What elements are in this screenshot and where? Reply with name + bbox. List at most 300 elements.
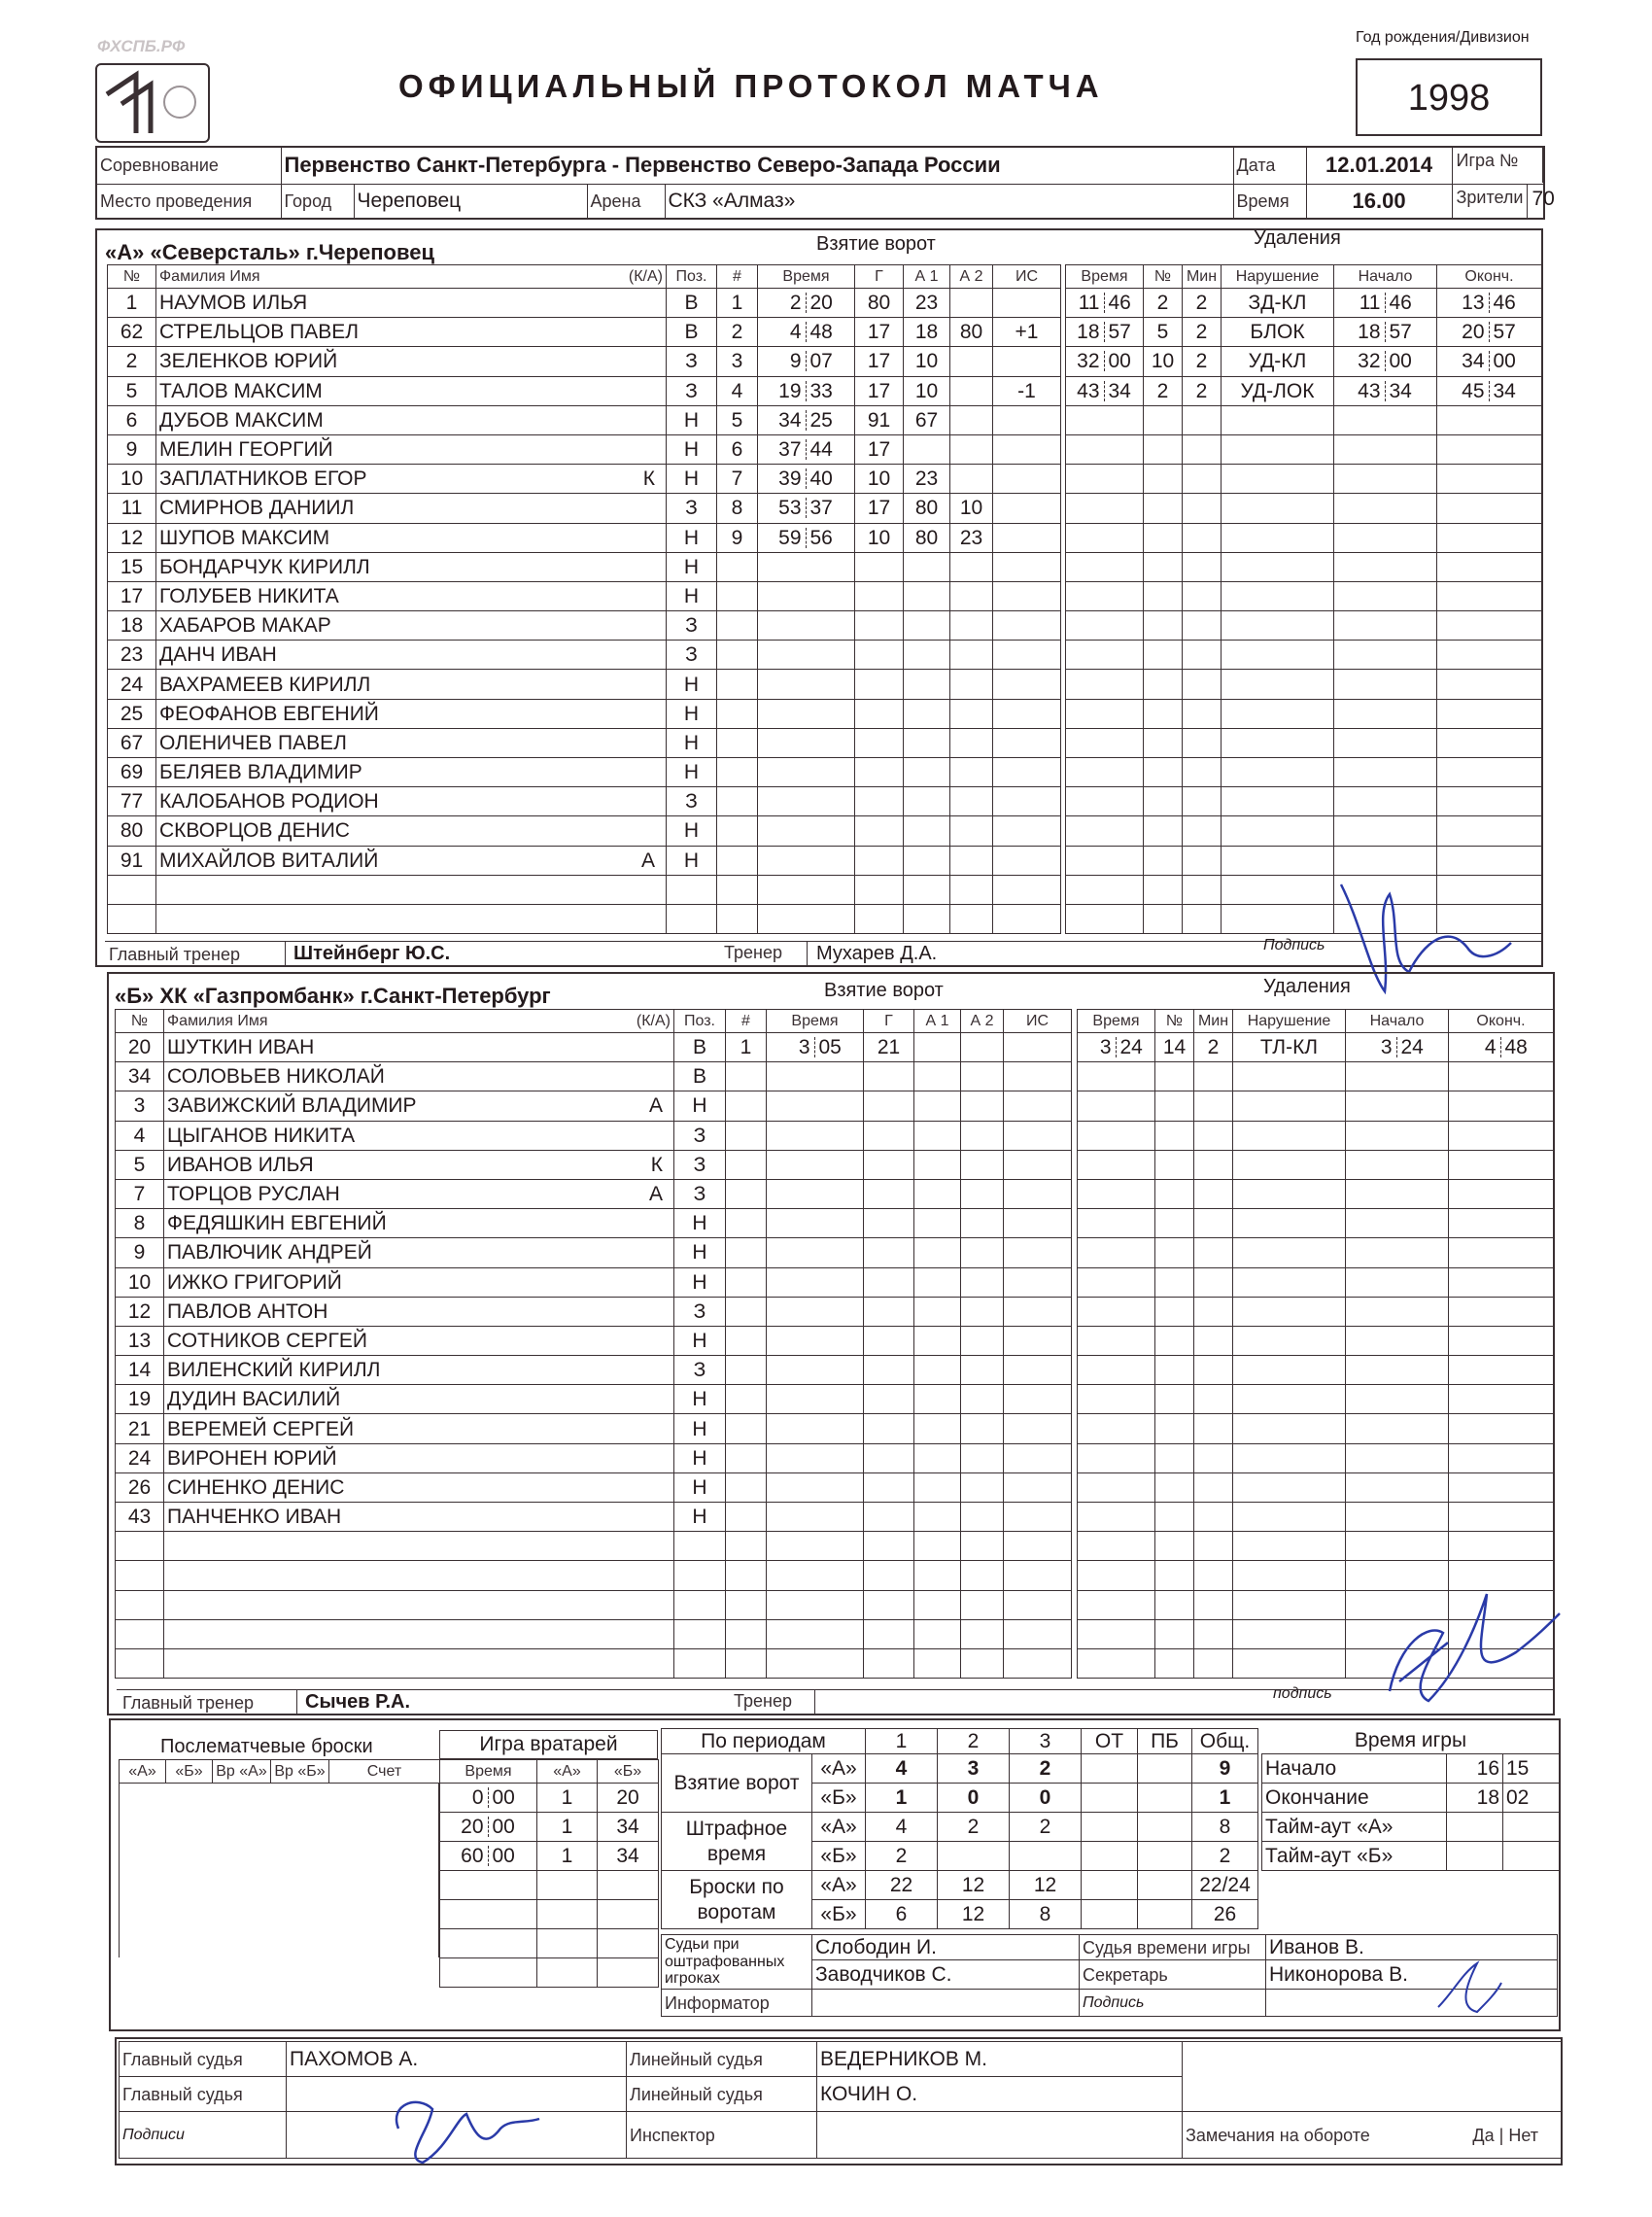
period-value: 1 bbox=[1192, 1784, 1258, 1813]
period-value: 9 bbox=[1192, 1754, 1258, 1784]
player-name: КАЛОБАНОВ РОДИОН bbox=[159, 790, 379, 814]
goal-time bbox=[767, 1267, 864, 1297]
timeout-b-label: Тайм-аут «Б» bbox=[1262, 1841, 1447, 1870]
penalty-end bbox=[1449, 1472, 1554, 1502]
penalty-time bbox=[1066, 494, 1144, 523]
penalty-start bbox=[1346, 1297, 1449, 1326]
goal-row bbox=[717, 641, 1061, 670]
penalty-end bbox=[1449, 1356, 1554, 1385]
penalty-violation bbox=[1222, 465, 1334, 494]
penalty-minute: 32 bbox=[1066, 351, 1105, 371]
penalty-violation bbox=[1233, 1209, 1346, 1238]
penalty-player bbox=[1144, 699, 1183, 728]
player-name: СОЛОВЬЕВ НИКОЛАЙ bbox=[167, 1065, 385, 1089]
goal-row bbox=[717, 699, 1061, 728]
goal-assist-2 bbox=[950, 816, 993, 846]
player-name: ФЕОФАНОВ ЕВГЕНИЙ bbox=[159, 702, 379, 725]
penalty-player bbox=[1144, 641, 1183, 670]
player-number: 11 bbox=[108, 494, 156, 523]
match-time: 16.00 bbox=[1306, 184, 1452, 219]
penalty-time bbox=[1078, 1503, 1155, 1532]
player-position: З bbox=[667, 611, 717, 641]
player-position: З bbox=[674, 1121, 726, 1150]
box-judges-label: Судьи при оштрафованных игроках bbox=[662, 1935, 812, 1990]
player-position: Н bbox=[667, 728, 717, 757]
period-value: 8 bbox=[1192, 1813, 1258, 1842]
player-row bbox=[116, 1150, 726, 1179]
player-position bbox=[667, 904, 717, 933]
goalies-table bbox=[439, 1759, 659, 1988]
player-name: ЗАПЛАТНИКОВ ЕГОР bbox=[159, 468, 367, 491]
player-name: ПАВЛОВ АНТОН bbox=[167, 1299, 328, 1323]
penalty-player bbox=[1144, 465, 1183, 494]
penalty-minutes bbox=[1194, 1150, 1233, 1179]
period-value bbox=[1138, 1784, 1192, 1813]
goal-assist-1 bbox=[904, 758, 950, 787]
penalty-end-minute: 45 bbox=[1437, 381, 1490, 401]
goalie-row bbox=[440, 1900, 659, 1929]
player-position: Н bbox=[667, 581, 717, 610]
penalty-end bbox=[1437, 641, 1542, 670]
penalty-minutes bbox=[1183, 758, 1222, 787]
team-b-head-coach-label: Главный тренер bbox=[122, 1693, 254, 1713]
penalty-start bbox=[1334, 611, 1437, 641]
goal-strength bbox=[993, 581, 1061, 610]
goal-number bbox=[717, 641, 758, 670]
player-number: 12 bbox=[108, 523, 156, 552]
goal-number: 7 bbox=[717, 465, 758, 494]
player-name-cell bbox=[156, 816, 667, 846]
penalty-minutes bbox=[1183, 523, 1222, 552]
player-row bbox=[108, 846, 717, 875]
goal-strength bbox=[993, 523, 1061, 552]
goal-strength bbox=[1004, 1561, 1072, 1590]
goal-assist-2: 80 bbox=[950, 318, 993, 347]
period-value: 3 bbox=[938, 1754, 1010, 1784]
penalty-start bbox=[1334, 405, 1437, 434]
player-role: А bbox=[648, 1094, 663, 1118]
goal-assist-1 bbox=[904, 904, 950, 933]
goal-row bbox=[717, 846, 1061, 875]
player-row bbox=[108, 670, 717, 699]
goal-assist-2 bbox=[950, 641, 993, 670]
penalty-player: 2 bbox=[1144, 376, 1183, 405]
goal-strength bbox=[1004, 1356, 1072, 1385]
game-time-table bbox=[1261, 1728, 1560, 1871]
goal-assist-1 bbox=[904, 846, 950, 875]
penalty-player bbox=[1144, 611, 1183, 641]
penalty-start-minute: 18 bbox=[1334, 322, 1386, 342]
goal-assist-2 bbox=[961, 1297, 1004, 1326]
time-label: Время bbox=[1233, 184, 1306, 219]
penalty-violation: УД-КЛ bbox=[1222, 347, 1334, 376]
goal-time bbox=[758, 787, 855, 816]
penalty-row bbox=[1078, 1443, 1554, 1472]
shootout-title: Послематчевые броски bbox=[160, 1736, 373, 1757]
penalty-time bbox=[1066, 641, 1144, 670]
penalty-violation bbox=[1233, 1267, 1346, 1297]
goal-assist-1 bbox=[904, 699, 950, 728]
goal-row bbox=[717, 434, 1061, 464]
penalty-player bbox=[1155, 1121, 1194, 1150]
goal-num-header: # bbox=[726, 1010, 767, 1033]
penalty-start bbox=[1346, 1503, 1449, 1532]
inspector-label: Инспектор bbox=[627, 2112, 817, 2159]
period-value: 2 bbox=[866, 1842, 938, 1871]
goal-assist-1 bbox=[914, 1297, 961, 1326]
penalty-violation bbox=[1222, 875, 1334, 904]
player-name-cell bbox=[156, 641, 667, 670]
player-row bbox=[108, 376, 717, 405]
period-team-label: «А» bbox=[812, 1754, 866, 1784]
penalty-start-second: 46 bbox=[1389, 292, 1412, 315]
penalty-time bbox=[1066, 465, 1144, 494]
penalty-violation bbox=[1233, 1561, 1346, 1590]
player-number: 24 bbox=[116, 1443, 164, 1472]
player-position bbox=[674, 1648, 726, 1678]
player-position: З bbox=[667, 787, 717, 816]
player-position: Н bbox=[667, 816, 717, 846]
goal-row bbox=[726, 1033, 1072, 1062]
penalty-second: 00 bbox=[1108, 350, 1131, 373]
penalty-start bbox=[1346, 1062, 1449, 1091]
penalty-time bbox=[1066, 846, 1144, 875]
penalty-time bbox=[1066, 787, 1144, 816]
goal-assist-2 bbox=[961, 1150, 1004, 1179]
penalty-end-second: 00 bbox=[1493, 350, 1516, 373]
penalty-time bbox=[1066, 318, 1144, 347]
penalty-row bbox=[1066, 641, 1542, 670]
player-name: СИНЕНКО ДЕНИС bbox=[167, 1475, 345, 1499]
player-number: 69 bbox=[108, 758, 156, 787]
goal-scorer: 17 bbox=[855, 434, 904, 464]
goal-strength bbox=[1004, 1033, 1072, 1062]
goal-assist-1: 10 bbox=[904, 376, 950, 405]
penalty-minutes: 2 bbox=[1183, 376, 1222, 405]
goal-second: 44 bbox=[809, 438, 833, 462]
goal-row bbox=[726, 1209, 1072, 1238]
goal-scorer bbox=[864, 1062, 914, 1091]
goal-g-header: Г bbox=[855, 265, 904, 289]
name-header: Фамилия Имя bbox=[159, 267, 260, 285]
penalty-violation bbox=[1233, 1150, 1346, 1179]
player-role: К bbox=[642, 468, 655, 491]
penalty-player bbox=[1144, 758, 1183, 787]
penalty-row bbox=[1078, 1179, 1554, 1208]
team-b-signature bbox=[1370, 1584, 1565, 1711]
player-number: 67 bbox=[108, 728, 156, 757]
player-number: 8 bbox=[116, 1209, 164, 1238]
period-team-label: «Б» bbox=[812, 1900, 866, 1929]
shootout-table bbox=[119, 1759, 440, 1784]
period-value: 22 bbox=[866, 1871, 938, 1900]
penalty-minutes bbox=[1194, 1091, 1233, 1121]
penalty-player bbox=[1144, 787, 1183, 816]
player-number bbox=[116, 1648, 164, 1678]
penalty-player bbox=[1155, 1648, 1194, 1678]
player-number: 34 bbox=[116, 1062, 164, 1091]
goal-time bbox=[758, 728, 855, 757]
goal-strength bbox=[993, 611, 1061, 641]
goal-assist-1 bbox=[904, 581, 950, 610]
goal-number bbox=[726, 1150, 767, 1179]
linesman-1-label: Линейный судья bbox=[627, 2042, 817, 2077]
player-number: 5 bbox=[108, 376, 156, 405]
penalty-start-second: 57 bbox=[1389, 321, 1412, 344]
player-number: 26 bbox=[116, 1472, 164, 1502]
player-position: В bbox=[667, 289, 717, 318]
goal-row bbox=[726, 1062, 1072, 1091]
penalty-start bbox=[1346, 1472, 1449, 1502]
shootout-col-header: «Б» bbox=[166, 1760, 213, 1784]
player-number: 2 bbox=[108, 347, 156, 376]
penalty-minutes bbox=[1194, 1297, 1233, 1326]
penalty-minutes bbox=[1183, 465, 1222, 494]
goal-second: 07 bbox=[809, 350, 833, 373]
penalty-time bbox=[1078, 1385, 1155, 1414]
player-position: З bbox=[667, 347, 717, 376]
penalty-violation bbox=[1233, 1503, 1346, 1532]
goal-strength bbox=[1004, 1472, 1072, 1502]
goal-scorer bbox=[864, 1414, 914, 1443]
penalty-minutes bbox=[1183, 670, 1222, 699]
penalty-minutes bbox=[1183, 728, 1222, 757]
penalty-end bbox=[1437, 816, 1542, 846]
penalty-start-minute: 3 bbox=[1346, 1037, 1397, 1057]
periods-table bbox=[661, 1728, 1258, 1929]
goal-assist-1 bbox=[914, 1648, 961, 1678]
player-row bbox=[108, 787, 717, 816]
penalty-violation bbox=[1222, 904, 1334, 933]
player-position: Н bbox=[667, 434, 717, 464]
penalty-start bbox=[1346, 1091, 1449, 1121]
penalty-player bbox=[1144, 816, 1183, 846]
goalie-row bbox=[440, 1871, 659, 1900]
player-number bbox=[116, 1561, 164, 1590]
penalty-violation bbox=[1233, 1443, 1346, 1472]
penalty-violation bbox=[1233, 1121, 1346, 1150]
goalie-a: 1 bbox=[537, 1784, 598, 1813]
goal-assist-1 bbox=[914, 1472, 961, 1502]
penalty-end bbox=[1449, 1033, 1554, 1062]
player-name-cell bbox=[164, 1209, 674, 1238]
goal-time bbox=[758, 611, 855, 641]
period-value: 2 bbox=[938, 1813, 1010, 1842]
pen-min-header: Мин bbox=[1183, 265, 1222, 289]
goal-assist-1 bbox=[904, 670, 950, 699]
penalty-violation bbox=[1233, 1590, 1346, 1619]
penalty-minutes bbox=[1194, 1532, 1233, 1561]
player-row bbox=[116, 1619, 726, 1648]
goal-row bbox=[717, 523, 1061, 552]
player-row bbox=[116, 1179, 726, 1208]
period-value: 0 bbox=[1010, 1784, 1082, 1813]
goal-assist-2 bbox=[950, 552, 993, 581]
player-name: ПАВЛЮЧИК АНДРЕЙ bbox=[167, 1241, 372, 1264]
goal-scorer bbox=[855, 875, 904, 904]
goal-number bbox=[717, 816, 758, 846]
goal-time bbox=[758, 465, 855, 494]
place-label: Место проведения bbox=[96, 184, 281, 219]
penalty-row bbox=[1078, 1503, 1554, 1532]
period-value bbox=[1010, 1842, 1082, 1871]
goal-assist-1 bbox=[904, 875, 950, 904]
goal-assist-2 bbox=[961, 1062, 1004, 1091]
period-value bbox=[1082, 1900, 1138, 1929]
penalty-end bbox=[1449, 1238, 1554, 1267]
goal-scorer: 91 bbox=[855, 405, 904, 434]
goal-number bbox=[726, 1091, 767, 1121]
goal-scorer: 10 bbox=[855, 465, 904, 494]
player-number: 80 bbox=[108, 816, 156, 846]
goal-scorer bbox=[864, 1385, 914, 1414]
player-row bbox=[116, 1326, 726, 1355]
penalty-end bbox=[1437, 787, 1542, 816]
period-ot-header: ОТ bbox=[1082, 1729, 1138, 1754]
goal-row bbox=[726, 1590, 1072, 1619]
competition-label: Соревнование bbox=[96, 147, 281, 184]
player-row bbox=[116, 1472, 726, 1502]
penalty-player bbox=[1155, 1179, 1194, 1208]
goal-strength bbox=[993, 904, 1061, 933]
player-position: Н bbox=[674, 1503, 726, 1532]
penalty-time bbox=[1066, 728, 1144, 757]
goal-scorer: 21 bbox=[864, 1033, 914, 1062]
goalie-a: 1 bbox=[537, 1842, 598, 1871]
team-b-penalties-heading: Удаления bbox=[1263, 976, 1351, 997]
penalty-start-minute: 11 bbox=[1334, 293, 1386, 313]
division-box: 1998 bbox=[1356, 58, 1542, 136]
goal-time bbox=[758, 846, 855, 875]
player-name-cell bbox=[164, 1414, 674, 1443]
goal-assist-1 bbox=[914, 1238, 961, 1267]
penalty-violation bbox=[1233, 1091, 1346, 1121]
goalie-b-header: «Б» bbox=[598, 1760, 659, 1784]
linesman-1: ВЕДЕРНИКОВ М. bbox=[817, 2042, 1183, 2077]
penalty-minutes bbox=[1183, 434, 1222, 464]
penalty-violation bbox=[1222, 552, 1334, 581]
goal-time bbox=[767, 1648, 864, 1678]
goal-strength bbox=[993, 289, 1061, 318]
player-position: Н bbox=[674, 1209, 726, 1238]
team-a-head-coach: Штейнберг Ю.С. bbox=[293, 943, 451, 964]
penalty-violation bbox=[1222, 816, 1334, 846]
goal-time bbox=[767, 1150, 864, 1179]
penalty-player bbox=[1155, 1209, 1194, 1238]
player-name-cell bbox=[156, 670, 667, 699]
player-role: К bbox=[650, 1153, 663, 1176]
player-row bbox=[116, 1297, 726, 1326]
penalty-minutes bbox=[1183, 581, 1222, 610]
player-name-cell bbox=[156, 523, 667, 552]
penalty-row bbox=[1078, 1238, 1554, 1267]
goal-row bbox=[717, 670, 1061, 699]
goal-time bbox=[758, 670, 855, 699]
penalty-row bbox=[1066, 289, 1542, 318]
penalty-player bbox=[1155, 1414, 1194, 1443]
goal-row bbox=[726, 1150, 1072, 1179]
penalty-end-minute: 34 bbox=[1437, 351, 1490, 371]
penalty-violation bbox=[1233, 1385, 1346, 1414]
penalty-player bbox=[1144, 523, 1183, 552]
penalty-row bbox=[1066, 318, 1542, 347]
goal-row bbox=[726, 1267, 1072, 1297]
goalie-time bbox=[440, 1958, 537, 1988]
penalty-time bbox=[1078, 1532, 1155, 1561]
penalty-minutes: 2 bbox=[1183, 347, 1222, 376]
remarks-label: Замечания на обороте bbox=[1186, 2125, 1370, 2145]
goal-a2-header: А 2 bbox=[950, 265, 993, 289]
goal-scorer bbox=[864, 1561, 914, 1590]
penalty-violation bbox=[1222, 494, 1334, 523]
penalty-end bbox=[1437, 699, 1542, 728]
linesman-2-label: Линейный судья bbox=[627, 2077, 817, 2112]
player-row bbox=[108, 434, 717, 464]
player-name: СТРЕЛЬЦОВ ПАВЕЛ bbox=[159, 321, 360, 344]
penalty-time bbox=[1078, 1326, 1155, 1355]
penalty-start bbox=[1346, 1121, 1449, 1150]
goal-assist-1 bbox=[914, 1532, 961, 1561]
goal-minute: 39 bbox=[758, 468, 807, 489]
goal-number: 1 bbox=[726, 1033, 767, 1062]
team-a-penalties-heading: Удаления bbox=[1254, 227, 1341, 249]
goal-row bbox=[726, 1443, 1072, 1472]
team-b-roster bbox=[115, 1009, 726, 1679]
period-value: 12 bbox=[938, 1900, 1010, 1929]
goal-number bbox=[717, 875, 758, 904]
player-name-cell bbox=[156, 758, 667, 787]
penalty-minutes bbox=[1194, 1326, 1233, 1355]
penalty-player bbox=[1144, 434, 1183, 464]
goal-strength bbox=[1004, 1209, 1072, 1238]
goal-scorer bbox=[864, 1267, 914, 1297]
penalty-minutes bbox=[1194, 1648, 1233, 1678]
goal-scorer bbox=[864, 1648, 914, 1678]
game-start-label: Начало bbox=[1262, 1753, 1447, 1783]
goal-a1-header: А 1 bbox=[914, 1010, 961, 1033]
player-name-cell bbox=[156, 494, 667, 523]
player-row bbox=[116, 1091, 726, 1121]
team-b-penalties bbox=[1077, 1009, 1554, 1679]
penalty-row bbox=[1078, 1472, 1554, 1502]
goal-scorer: 80 bbox=[855, 289, 904, 318]
penalty-minutes bbox=[1183, 846, 1222, 875]
player-row bbox=[108, 523, 717, 552]
player-name-cell bbox=[164, 1326, 674, 1355]
penalty-minutes bbox=[1194, 1062, 1233, 1091]
goalie-b: 34 bbox=[598, 1842, 659, 1871]
penalty-player bbox=[1144, 904, 1183, 933]
penalty-end bbox=[1449, 1414, 1554, 1443]
penalty-minutes: 2 bbox=[1183, 289, 1222, 318]
player-position: З bbox=[674, 1297, 726, 1326]
goal-scorer bbox=[864, 1503, 914, 1532]
ka-header: (К/А) bbox=[636, 1012, 671, 1029]
penalty-row bbox=[1066, 347, 1542, 376]
penalty-start bbox=[1346, 1238, 1449, 1267]
goal-strength bbox=[1004, 1150, 1072, 1179]
period-value bbox=[1138, 1842, 1192, 1871]
game-start-minute: 15 bbox=[1503, 1753, 1560, 1783]
goal-strength bbox=[1004, 1121, 1072, 1150]
team-a-coach: Мухарев Д.А. bbox=[816, 943, 938, 964]
city-label: Город bbox=[281, 184, 354, 219]
player-name-cell bbox=[156, 465, 667, 494]
goal-assist-2 bbox=[950, 347, 993, 376]
player-name-cell bbox=[156, 728, 667, 757]
goal-strength bbox=[993, 728, 1061, 757]
goal-assist-2 bbox=[961, 1414, 1004, 1443]
